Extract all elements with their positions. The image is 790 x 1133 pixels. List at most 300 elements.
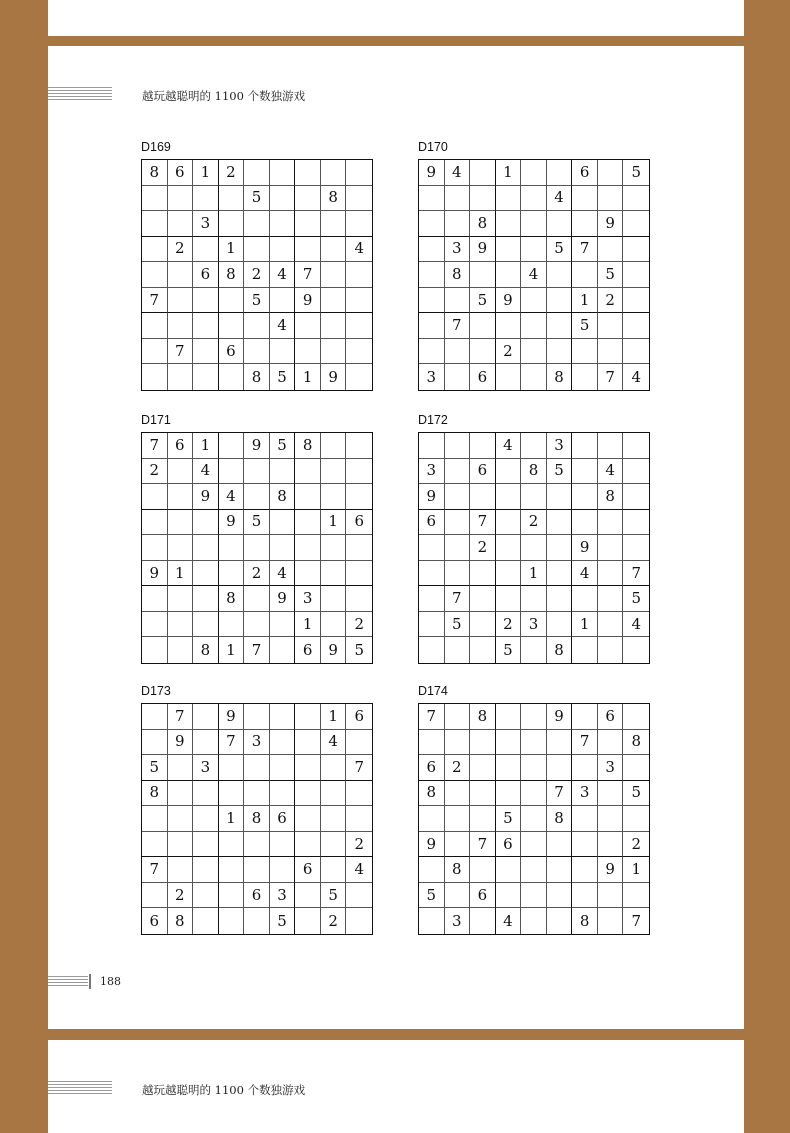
sudoku-cell [193,186,219,212]
sudoku-cell [598,806,624,832]
sudoku-cell [419,433,445,459]
sudoku-cell [598,781,624,807]
sudoku-cell [219,288,245,314]
sudoku-cell [244,908,270,934]
sudoku-grid-d173 [141,703,373,935]
sudoku-cell [547,832,573,858]
sudoku-cell: 6 [244,883,270,909]
sudoku-cell [321,484,347,510]
sudoku-cell: 8 [219,262,245,288]
sudoku-cell [547,883,573,909]
sudoku-cell [547,586,573,612]
sudoku-cell [470,262,496,288]
sudoku-cell [419,586,445,612]
page-number: 188 [100,975,121,988]
sudoku-cell: 2 [470,535,496,561]
sudoku-cell [295,806,321,832]
sudoku-cell [623,288,649,314]
sudoku-cell [521,339,547,365]
sudoku-cell [346,908,372,934]
sudoku-cell [521,637,547,663]
sudoku-cell: 6 [270,806,296,832]
sudoku-cell [470,781,496,807]
sudoku-cell: 1 [219,637,245,663]
sudoku-cell [321,612,347,638]
sudoku-cell [193,561,219,587]
sudoku-cell [521,237,547,263]
sudoku-cell [244,781,270,807]
sudoku-cell: 8 [445,262,471,288]
sudoku-cell [193,510,219,536]
sudoku-cell: 5 [623,781,649,807]
sudoku-cell: 2 [521,510,547,536]
running-header-title: 越玩越聪明的 1100 个数独游戏 [142,89,306,103]
sudoku-cell [168,586,194,612]
sudoku-cell [321,586,347,612]
sudoku-cell: 4 [346,237,372,263]
sudoku-cell: 1 [193,160,219,186]
sudoku-cell [244,755,270,781]
sudoku-cell: 4 [623,612,649,638]
sudoku-cell: 4 [631,367,641,386]
sudoku-cell: 4 [496,908,522,934]
sudoku-cell [270,704,296,730]
sudoku-cell: 2 [244,262,270,288]
sudoku-cell [346,186,372,212]
sudoku-cell [470,586,496,612]
sudoku-cell: 9 [419,484,445,510]
previous-page-edge [48,0,744,36]
sudoku-cell [346,484,372,510]
sudoku-cell [623,433,649,459]
sudoku-cell: 9 [168,730,194,756]
sudoku-cell: 5 [270,908,296,934]
sudoku-cell: 7 [295,262,321,288]
sudoku-cell [270,186,296,212]
sudoku-cell: 9 [547,704,573,730]
sudoku-cell [193,612,219,638]
footer-rule-ornament [48,976,88,988]
sudoku-cell: 2 [219,160,245,186]
sudoku-cell: 7 [470,510,496,536]
sudoku-cell [547,262,573,288]
sudoku-cell [598,612,624,638]
sudoku-cell [521,730,547,756]
sudoku-cell [295,186,321,212]
sudoku-cell [572,339,598,365]
sudoku-cell [598,339,624,365]
sudoku-cell: 6 [219,339,245,365]
sudoku-cell: 4 [572,561,598,587]
sudoku-cell: 8 [623,730,649,756]
sudoku-cell: 9 [219,704,245,730]
sudoku-cell [142,883,168,909]
sudoku-cell [193,908,219,934]
sudoku-cell [445,339,471,365]
sudoku-cell [321,781,347,807]
sudoku-cell: 2 [445,755,471,781]
sudoku-cell: 1 [193,433,219,459]
sudoku-cell [496,857,522,883]
sudoku-cell: 2 [496,612,522,638]
sudoku-cell: 4 [270,262,296,288]
sudoku-cell: 4 [270,561,296,587]
sudoku-cell [346,561,372,587]
sudoku-cell: 8 [219,586,245,612]
sudoku-cell [270,237,296,263]
sudoku-cell [496,535,522,561]
sudoku-cell: 3 [193,755,219,781]
sudoku-cell [547,612,573,638]
sudoku-cell: 7 [445,586,471,612]
sudoku-cell [419,535,445,561]
sudoku-cell [219,883,245,909]
sudoku-cell: 9 [598,211,624,237]
sudoku-cell [321,561,347,587]
sudoku-cell: 3 [445,237,471,263]
sudoku-cell: 5 [244,510,270,536]
sudoku-cell [496,586,522,612]
sudoku-cell [295,704,321,730]
sudoku-cell [572,857,598,883]
sudoku-cell [321,262,347,288]
sudoku-cell: 6 [346,510,372,536]
sudoku-cell [219,755,245,781]
sudoku-cell [547,160,573,186]
sudoku-cell [419,313,445,339]
sudoku-cell [547,561,573,587]
sudoku-cell [168,857,194,883]
sudoku-cell [244,704,270,730]
next-page-edge [48,1040,744,1133]
sudoku-cell [270,211,296,237]
sudoku-cell: 5 [244,288,270,314]
sudoku-cell [623,186,649,212]
sudoku-cell: 5 [623,586,649,612]
sudoku-cell: 8 [142,160,168,186]
sudoku-cell [295,313,321,339]
puzzle-label-d170: D170 [418,140,448,154]
sudoku-cell [521,908,547,934]
sudoku-cell: 4 [445,160,471,186]
sudoku-cell: 7 [346,755,372,781]
sudoku-cell: 5 [547,459,573,485]
sudoku-cell [219,781,245,807]
sudoku-cell [547,484,573,510]
sudoku-cell [598,637,624,663]
sudoku-cell [445,704,471,730]
sudoku-cell: 7 [142,288,168,314]
header-rule-ornament [48,87,112,101]
sudoku-cell: 7 [244,637,270,663]
sudoku-cell [244,484,270,510]
sudoku-cell [295,781,321,807]
sudoku-cell: 5 [445,612,471,638]
sudoku-cell [521,857,547,883]
sudoku-cell [193,313,219,339]
sudoku-cell [470,313,496,339]
sudoku-cell: 6 [168,160,194,186]
sudoku-cell: 6 [470,459,496,485]
sudoku-cell [270,857,296,883]
sudoku-cell [521,781,547,807]
sudoku-cell: 1 [521,561,547,587]
sudoku-cell: 3 [244,730,270,756]
sudoku-cell [193,806,219,832]
sudoku-cell [470,561,496,587]
sudoku-cell [168,484,194,510]
sudoku-cell [193,704,219,730]
sudoku-cell: 4 [193,459,219,485]
sudoku-cell [321,237,347,263]
sudoku-cell [244,237,270,263]
sudoku-cell: 8 [547,637,573,663]
sudoku-cell [521,211,547,237]
sudoku-cell [193,832,219,858]
sudoku-cell [521,288,547,314]
sudoku-cell [270,755,296,781]
sudoku-cell: 7 [547,781,573,807]
sudoku-cell [321,288,347,314]
sudoku-cell: 5 [572,313,598,339]
sudoku-cell [496,262,522,288]
sudoku-cell [244,160,270,186]
sudoku-cell [470,806,496,832]
sudoku-cell: 7 [623,561,649,587]
sudoku-cell [219,908,245,934]
sudoku-cell [445,535,471,561]
sudoku-cell: 2 [346,612,372,638]
sudoku-cell [572,459,598,485]
sudoku-cell: 9 [470,237,496,263]
sudoku-cell: 1 [496,160,522,186]
sudoku-cell [270,339,296,365]
sudoku-cell: 5 [496,637,522,663]
sudoku-cell [521,535,547,561]
sudoku-cell [219,313,245,339]
sudoku-cell [419,637,445,663]
sudoku-cell [193,857,219,883]
sudoku-cell [623,459,649,485]
sudoku-cell [244,459,270,485]
sudoku-cell [470,339,496,365]
sudoku-cell [346,806,372,832]
sudoku-cell [496,883,522,909]
sudoku-cell: 8 [244,364,270,390]
sudoku-cell [419,612,445,638]
sudoku-cell: 9 [219,510,245,536]
sudoku-cell [270,459,296,485]
sudoku-cell: 4 [521,262,547,288]
sudoku-cell: 6 [142,908,168,934]
sudoku-cell [419,561,445,587]
sudoku-cell: 1 [321,510,347,536]
sudoku-cell [547,857,573,883]
book-page [48,46,744,1029]
sudoku-cell [445,459,471,485]
sudoku-cell [598,730,624,756]
sudoku-cell [572,755,598,781]
sudoku-cell [244,857,270,883]
sudoku-cell [598,237,624,263]
sudoku-cell [496,313,522,339]
sudoku-cell [572,883,598,909]
sudoku-cell [445,883,471,909]
sudoku-cell [598,561,624,587]
sudoku-cell [547,510,573,536]
sudoku-cell: 3 [445,908,471,934]
sudoku-cell [219,211,245,237]
sudoku-cell [193,339,219,365]
sudoku-cell [244,612,270,638]
sudoku-cell [470,730,496,756]
sudoku-cell: 9 [496,288,522,314]
sudoku-cell [219,612,245,638]
sudoku-cell: 2 [142,459,168,485]
sudoku-cell [142,484,168,510]
sudoku-cell: 6 [193,262,219,288]
sudoku-cell [496,186,522,212]
sudoku-cell [219,857,245,883]
sudoku-cell [547,211,573,237]
next-page-header-rule-ornament [48,1081,112,1095]
sudoku-cell: 2 [623,832,649,858]
sudoku-cell: 7 [631,911,641,930]
sudoku-cell [219,832,245,858]
sudoku-cell [496,237,522,263]
sudoku-cell [445,637,471,663]
sudoku-cell [623,211,649,237]
sudoku-cell [598,908,624,934]
sudoku-cell: 8 [598,484,624,510]
sudoku-cell [295,160,321,186]
sudoku-cell [598,510,624,536]
sudoku-cell [321,433,347,459]
sudoku-cell: 7 [572,237,598,263]
sudoku-cell [572,211,598,237]
sudoku-cell: 9 [244,433,270,459]
sudoku-cell [623,262,649,288]
sudoku-cell [470,160,496,186]
sudoku-cell [321,339,347,365]
sudoku-cell [521,586,547,612]
sudoku-cell [193,535,219,561]
sudoku-cell: 8 [547,806,573,832]
sudoku-cell: 3 [572,781,598,807]
sudoku-cell [295,339,321,365]
sudoku-cell [419,339,445,365]
sudoku-cell [496,459,522,485]
sudoku-cell [572,433,598,459]
sudoku-cell: 5 [142,755,168,781]
sudoku-cell [623,806,649,832]
sudoku-cell: 9 [295,288,321,314]
sudoku-cell: 4 [270,313,296,339]
sudoku-cell [244,211,270,237]
sudoku-cell [168,637,194,663]
sudoku-cell: 8 [547,364,573,390]
sudoku-cell [295,535,321,561]
sudoku-cell [142,535,168,561]
sudoku-cell [244,535,270,561]
sudoku-cell [496,364,522,390]
sudoku-cell [445,484,471,510]
sudoku-cell: 5 [547,237,573,263]
sudoku-cell [168,459,194,485]
sudoku-cell [470,755,496,781]
sudoku-cell [321,857,347,883]
sudoku-cell: 1 [572,612,598,638]
puzzle-label-d171: D171 [141,413,171,427]
sudoku-cell [270,288,296,314]
sudoku-cell [168,211,194,237]
sudoku-cell: 8 [321,186,347,212]
sudoku-cell [321,313,347,339]
sudoku-cell [270,612,296,638]
sudoku-cell [168,806,194,832]
sudoku-cell [521,704,547,730]
sudoku-cell [193,237,219,263]
sudoku-cell [321,160,347,186]
sudoku-cell: 3 [419,459,445,485]
sudoku-cell: 6 [470,883,496,909]
sudoku-cell [496,484,522,510]
sudoku-cell [142,637,168,663]
sudoku-cell [470,612,496,638]
sudoku-cell: 9 [270,586,296,612]
sudoku-cell [142,586,168,612]
sudoku-cell [168,612,194,638]
sudoku-cell [346,313,372,339]
sudoku-cell [321,832,347,858]
sudoku-cell [547,339,573,365]
sudoku-cell [346,364,372,390]
sudoku-cell [219,433,245,459]
sudoku-grid-d169 [141,159,373,391]
sudoku-cell: 1 [295,612,321,638]
sudoku-cell [244,313,270,339]
sudoku-cell [496,561,522,587]
sudoku-cell: 2 [244,561,270,587]
sudoku-cell: 7 [419,704,445,730]
sudoku-cell: 1 [623,857,649,883]
sudoku-cell [142,364,168,390]
sudoku-cell: 3 [295,586,321,612]
sudoku-cell [598,186,624,212]
sudoku-cell [419,211,445,237]
sudoku-cell: 4 [346,857,372,883]
sudoku-cell [598,586,624,612]
sudoku-cell [496,781,522,807]
sudoku-cell [445,781,471,807]
sudoku-grid-d170 [418,159,650,391]
sudoku-cell [572,586,598,612]
sudoku-cell [598,313,624,339]
sudoku-cell: 8 [572,908,598,934]
sudoku-cell [168,535,194,561]
sudoku-cell: 5 [419,883,445,909]
sudoku-cell: 3 [547,433,573,459]
sudoku-cell [419,908,445,934]
sudoku-cell: 8 [270,484,296,510]
sudoku-cell: 3 [598,755,624,781]
sudoku-cell [295,908,321,934]
sudoku-cell: 2 [168,883,194,909]
sudoku-cell: 5 [354,640,364,659]
sudoku-cell [623,535,649,561]
sudoku-cell [244,339,270,365]
sudoku-cell [168,186,194,212]
